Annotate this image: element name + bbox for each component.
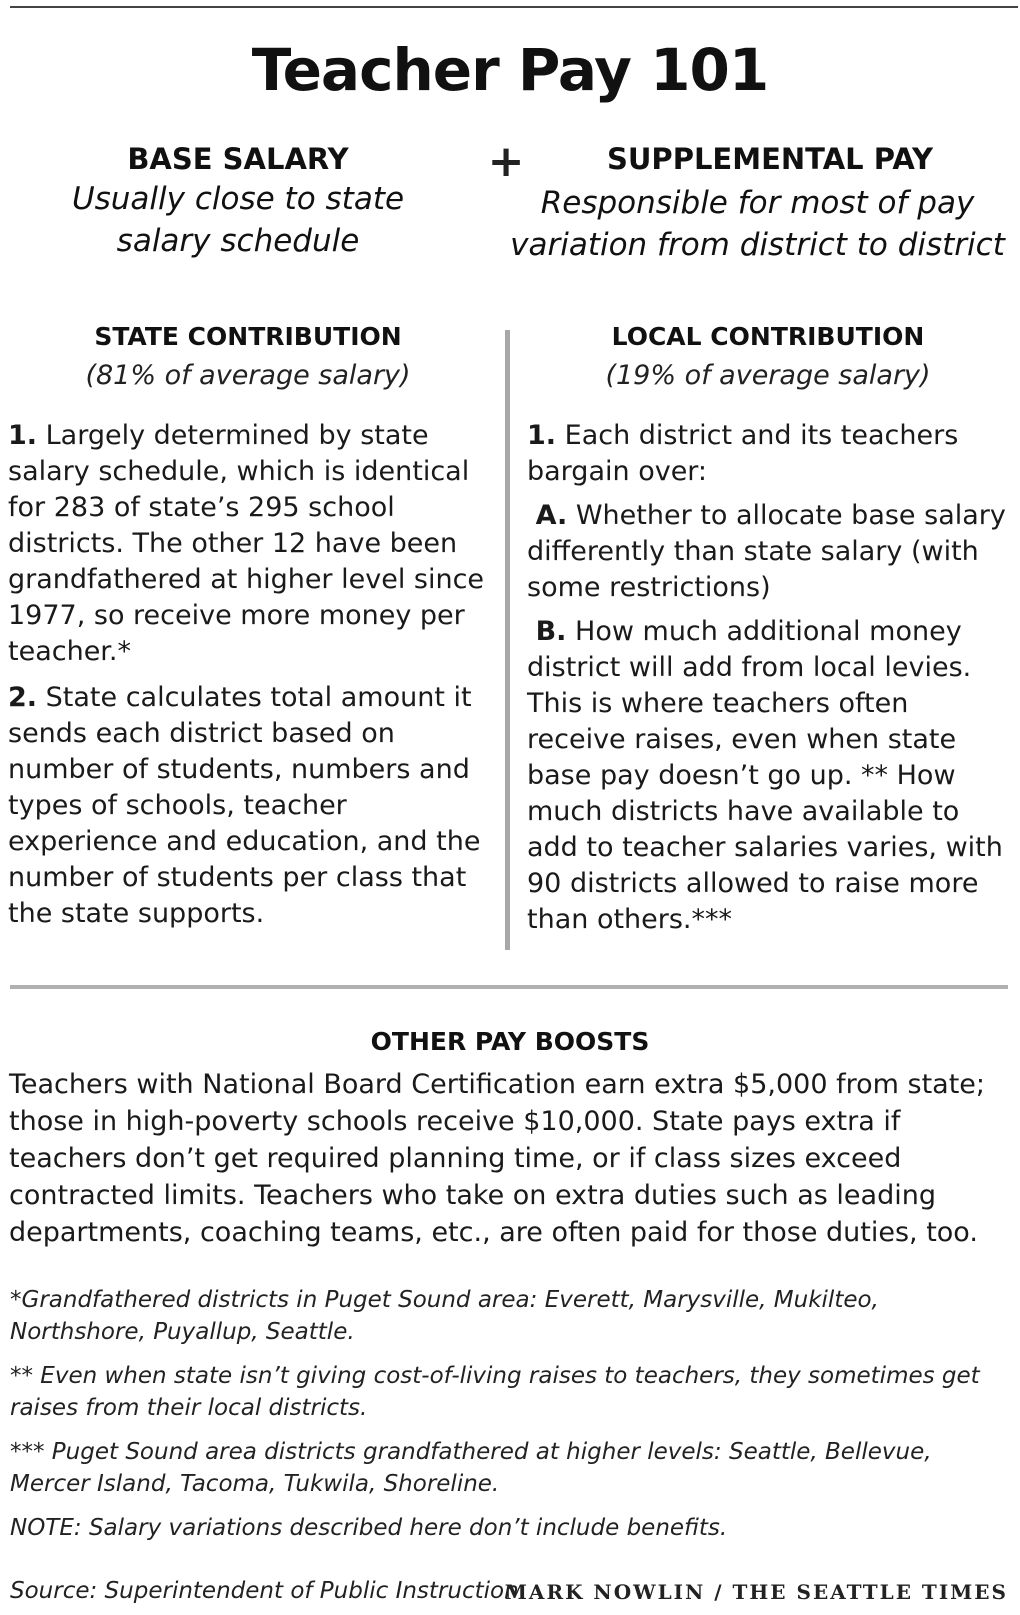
- supplemental-pay-heading: SUPPLEMENTAL PAY: [607, 142, 933, 176]
- top-rule: [10, 6, 1018, 8]
- other-pay-boosts-text: Teachers with National Board Certification earn extra $5,000 from state; those in high-poverty schools receive $10,000. State pays extra if teachers don’t get required planning time, or if class sizes exceed contracted limits. Teachers who take on extra duties such as leading departments, coaching teams, etc., are often paid for those duties, too.: [9, 1069, 985, 1248]
- local-sub-item-a: [527, 498, 1015, 606]
- column-divider: [505, 330, 510, 950]
- base-salary-subtitle-line2: salary schedule: [116, 223, 360, 259]
- state-item-2-text: State calculates total amount it sends each district based on number of students, numbers and types of schools, teacher experience and education, and the number of students per class that the state supports.: [8, 682, 481, 929]
- state-item-2: [8, 680, 494, 932]
- page-title: Teacher Pay 101: [251, 36, 769, 104]
- local-sub-item-b-text: How much additional money district will add from local levies. This is where teachers often receive raises, even when state base pay doesn’t go up. ** How much districts have available to add to teacher salaries varies, with 90 districts allowed to raise more than others.***: [527, 616, 1003, 935]
- local-contribution-share: (19% of average salary): [605, 360, 931, 391]
- local-sub-item-a-text: Whether to allocate base salary differently than state salary (with some restrictions): [527, 500, 1006, 603]
- local-sub-item-a-letter: A.: [535, 500, 568, 531]
- footnote-3: *** Puget Sound area districts grandfathered at higher levels: Seattle, Bellevue, Mercer Island, Tacoma, Tukwila, Shoreline.: [10, 1439, 932, 1497]
- state-contribution-heading: STATE CONTRIBUTION: [94, 322, 402, 351]
- local-sub-item-b: [527, 614, 1015, 938]
- footnote-1: *Grandfathered districts in Puget Sound area: Everett, Marysville, Mukilteo, Northshore, Puyallup, Seattle.: [10, 1287, 879, 1345]
- footnotes: [10, 1284, 1015, 1556]
- state-item-2-number: 2.: [8, 682, 38, 713]
- base-salary-heading: BASE SALARY: [127, 142, 349, 176]
- source-credit: Source: Superintendent of Public Instruction: [10, 1578, 519, 1604]
- state-contribution-body: [8, 418, 494, 942]
- plus-sign: +: [487, 136, 525, 187]
- local-item-1-number: 1.: [527, 420, 557, 451]
- base-salary-subtitle-line1: Usually close to state: [71, 181, 405, 217]
- other-pay-boosts-heading: OTHER PAY BOOSTS: [370, 1027, 650, 1056]
- local-item-1: [527, 418, 1015, 490]
- local-item-1-text: Each district and its teachers bargain over:: [527, 420, 959, 487]
- supplemental-pay-subtitle-line1: Responsible for most of pay: [540, 185, 975, 221]
- state-contribution-share: (81% of average salary): [85, 360, 411, 391]
- local-sub-item-b-letter: B.: [535, 616, 567, 647]
- supplemental-pay-subtitle-line2: variation from district to district: [510, 227, 1005, 263]
- footnote-2: ** Even when state isn’t giving cost-of-living raises to teachers, they sometimes get raises from their local districts.: [10, 1363, 980, 1421]
- state-item-1: [8, 418, 494, 670]
- base-salary-subtitle: [40, 178, 436, 262]
- state-item-1-number: 1.: [8, 420, 38, 451]
- state-item-1-text: Largely determined by state salary schedule, which is identical for 283 of state’s 295 school districts. The other 12 have been grandfathered at higher level since 1977, so receive more money per teacher.*: [8, 420, 485, 667]
- section-divider: [10, 985, 1008, 989]
- footnote-note: NOTE: Salary variations described here don’t include benefits.: [10, 1515, 728, 1541]
- supplemental-pay-subtitle: [500, 182, 1015, 266]
- local-contribution-heading: LOCAL CONTRIBUTION: [611, 322, 925, 351]
- author-credit: MARK NOWLIN / THE SEATTLE TIMES: [504, 1580, 1008, 1604]
- local-contribution-body: [527, 418, 1015, 946]
